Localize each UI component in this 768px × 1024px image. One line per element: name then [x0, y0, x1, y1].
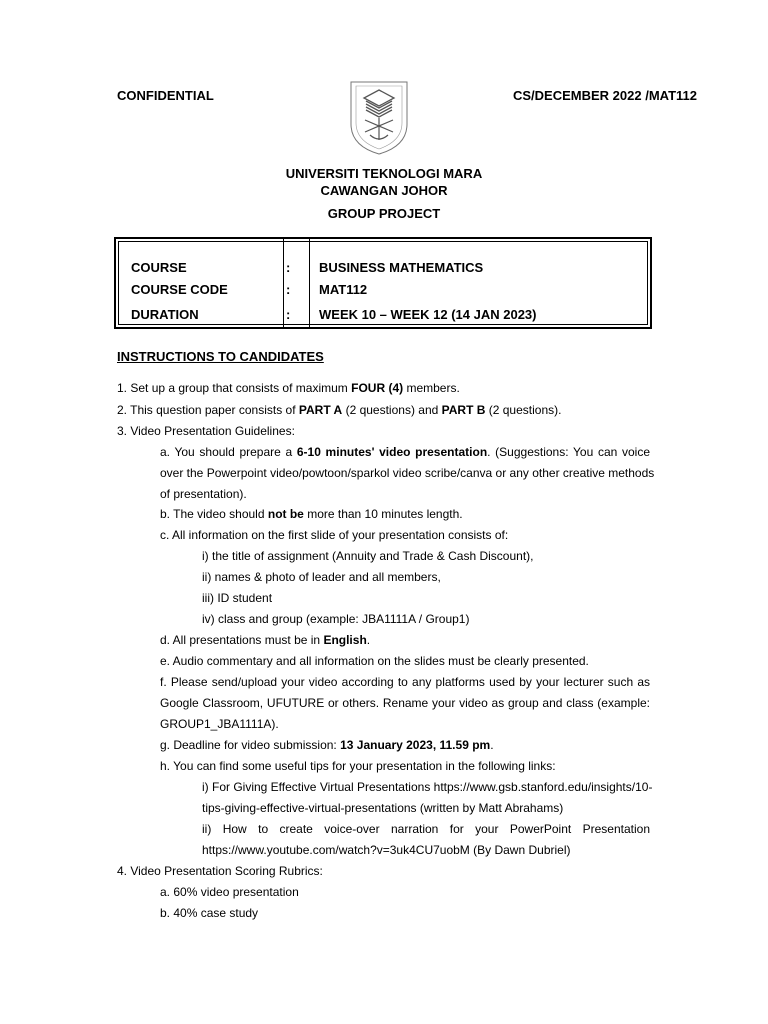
paper-code: CS/DECEMBER 2022 /MAT112	[513, 88, 697, 103]
guideline-c: c. All information on the first slide of your presentation consists of:	[160, 528, 509, 542]
confidential-label: CONFIDENTIAL	[117, 88, 214, 103]
guideline-g: g. Deadline for video submission: 13 January 2023, 11.59 pm.	[160, 738, 494, 752]
course-value: BUSINESS MATHEMATICS	[319, 260, 484, 275]
course-code-value: MAT112	[319, 282, 368, 297]
duration-label: DURATION	[131, 307, 199, 322]
guideline-a-line2: over the Powerpoint video/powtoon/sparkol video scribe/canva or any other creative methods	[160, 466, 655, 480]
guideline-e: e. Audio commentary and all information on the slides must be clearly presented.	[160, 654, 589, 668]
instruction-2: 2. This question paper consists of PART A (2 questions) and PART B (2 questions).	[117, 403, 562, 417]
instruction-4: 4. Video Presentation Scoring Rubrics:	[117, 864, 323, 878]
instruction-3: 3. Video Presentation Guidelines:	[117, 424, 295, 438]
tip-i-line1: i) For Giving Effective Virtual Presentations https://www.gsb.stanford.edu/insights/10-	[202, 780, 653, 794]
guideline-d: d. All presentations must be in English.	[160, 633, 371, 647]
instruction-1: 1. Set up a group that consists of maximum FOUR (4) members.	[117, 381, 460, 395]
guideline-f-line1: f. Please send/upload your video according to any platforms used by your lecturer such as	[160, 675, 650, 689]
guideline-a-line1: a. You should prepare a 6-10 minutes' video presentation. (Suggestions: You can voice	[160, 445, 650, 459]
document-type: GROUP PROJECT	[327, 206, 441, 221]
course-code-label: COURSE CODE	[131, 282, 228, 297]
tip-i-line2: tips-giving-effective-virtual-presentations (written by Matt Abrahams)	[202, 801, 564, 815]
guideline-b: b. The video should not be more than 10 minutes length.	[160, 507, 463, 521]
university-crest-icon	[348, 80, 410, 156]
guideline-c-iv: iv) class and group (example: JBA1111A / Group1)	[202, 612, 470, 626]
rubric-a: a. 60% video presentation	[160, 885, 299, 899]
instructions-heading: INSTRUCTIONS TO CANDIDATES	[117, 349, 324, 364]
course-code-sep: :	[286, 282, 291, 297]
guideline-c-ii: ii) names & photo of leader and all members,	[202, 570, 441, 584]
column-divider	[309, 237, 310, 329]
duration-value: WEEK 10 – WEEK 12 (14 JAN 2023)	[319, 307, 537, 322]
university-name: UNIVERSITI TEKNOLOGI MARA	[285, 166, 483, 181]
guideline-c-i: i) the title of assignment (Annuity and Trade & Cash Discount),	[202, 549, 534, 563]
rubric-b: b. 40% case study	[160, 906, 259, 920]
duration-sep: :	[286, 307, 291, 322]
campus-name: CAWANGAN JOHOR	[320, 183, 448, 198]
guideline-h: h. You can find some useful tips for your presentation in the following links:	[160, 759, 556, 773]
guideline-c-iii: iii) ID student	[202, 591, 273, 605]
column-divider	[283, 237, 284, 329]
guideline-a-line3: of presentation).	[160, 487, 247, 501]
tip-ii-line2: https://www.youtube.com/watch?v=3uk4CU7uobM (By Dawn Dubriel)	[202, 843, 571, 857]
guideline-f-line3: GROUP1_JBA1111A).	[160, 717, 279, 731]
course-label: COURSE	[131, 260, 187, 275]
course-sep: :	[286, 260, 291, 275]
guideline-f-line2: Google Classroom, UFUTURE or others. Rename your video as group and class (example:	[160, 696, 650, 710]
tip-ii-line1: ii) How to create voice-over narration for your PowerPoint Presentation	[202, 822, 650, 836]
